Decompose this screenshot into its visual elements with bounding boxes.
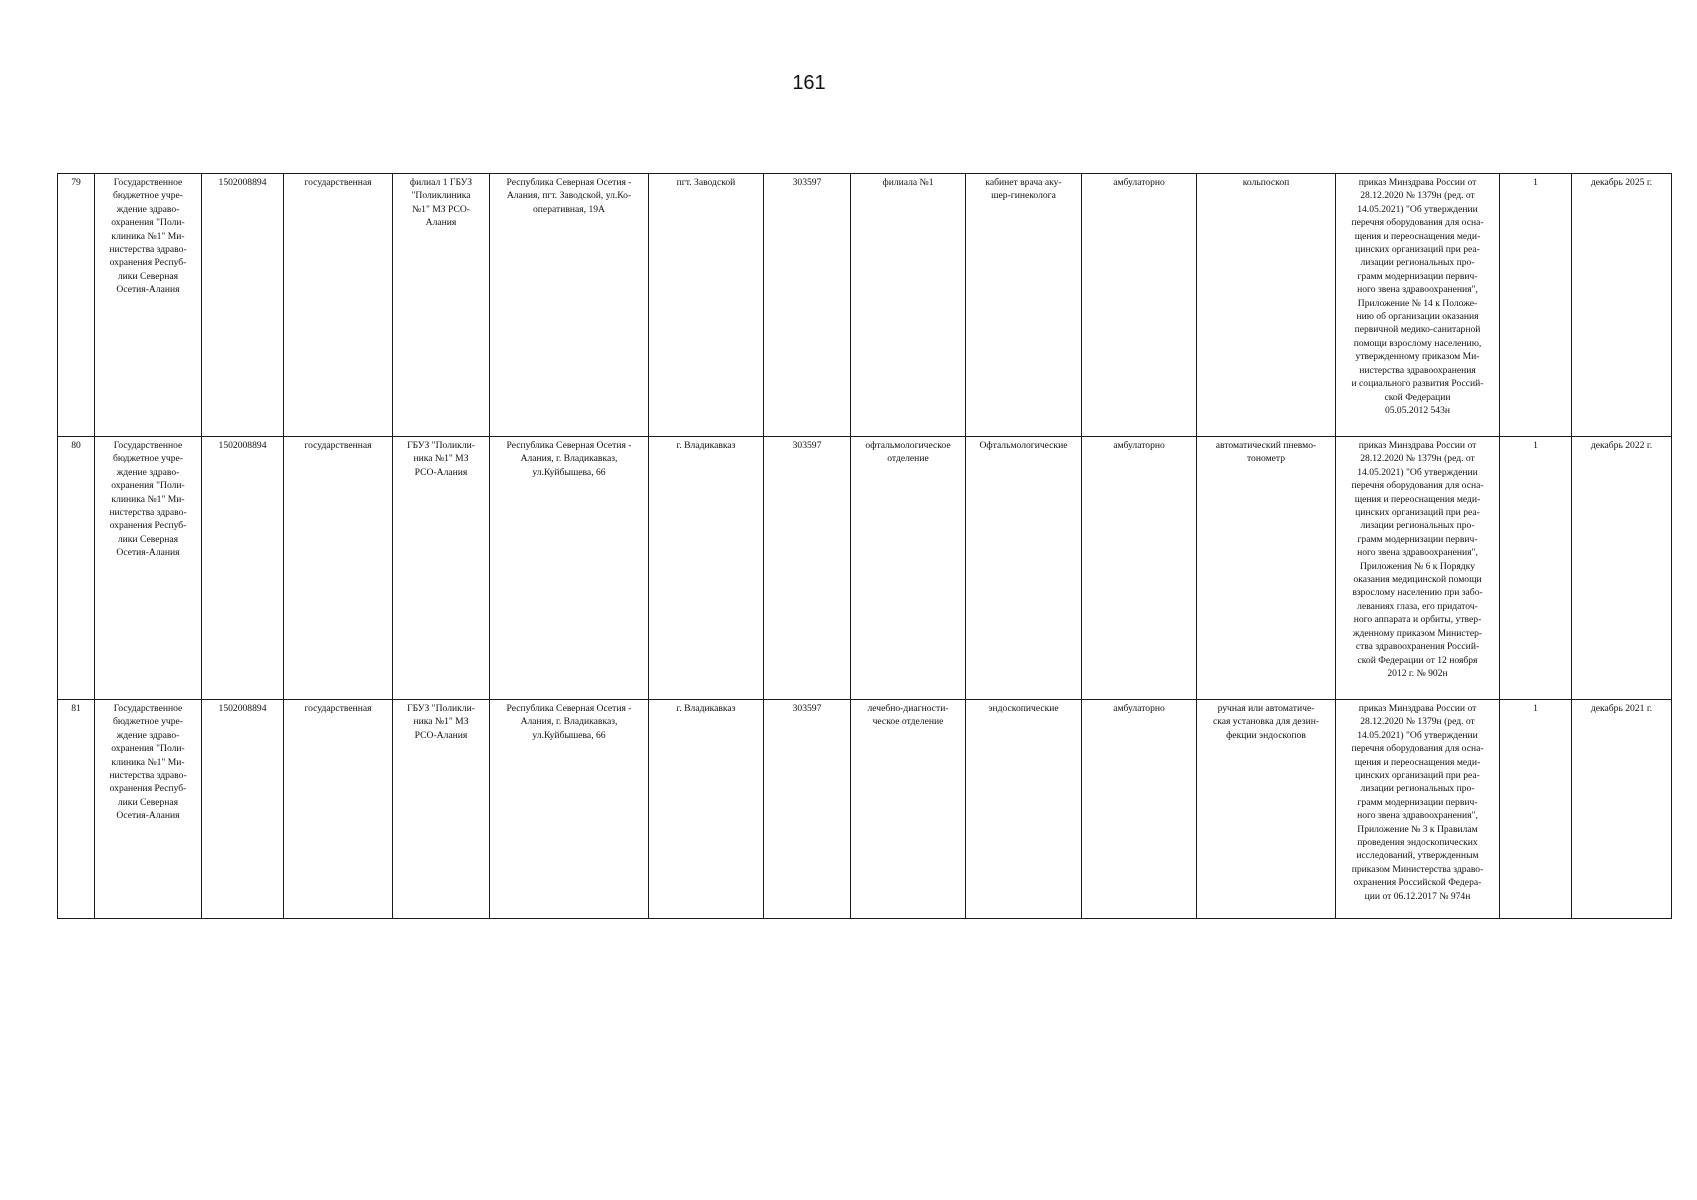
legal-basis-cell: приказ Минздрава России от 28.12.2020 № 1379н (ред. от 14.05.2021) "Об утверждении перечня оборудования для осна- щения и переоснащения меди- цинских организаций при реа- лизации региональных про- грамм модернизации первич- ного звена здравоохранения", Приложения № 6 к Порядку оказания медицинской помощи взрослому населению при забо- леваниях глаза, его придаточ- ного аппарата и орбиты, утвер- жденному приказом Министер- ства здравоохранения Россий- ской Федерации от 12 ноября 2012 г. № 902н <box>1336 437 1500 700</box>
row-number-cell: 80 <box>58 437 95 700</box>
unit-cell: филиал 1 ГБУЗ "Поликлиника №1" МЗ РСО- Алания <box>393 174 490 437</box>
address-cell: Республика Северная Осетия - Алания, г. Владикавказ, ул.Куйбышева, 66 <box>490 700 649 919</box>
address-cell: Республика Северная Осетия - Алания, пгт. Заводской, ул.Ко- оперативная, 19А <box>490 174 649 437</box>
page-number: 161 <box>792 72 826 94</box>
inn-cell: 1502008894 <box>202 700 284 919</box>
organization-cell: Государственное бюджетное учре- ждение здраво- охранения "Поли- клиника №1" Ми- нистерства здраво- охранения Респуб- лики Северная Осетия-Алания <box>95 437 202 700</box>
unit-cell: ГБУЗ "Поликли- ника №1" МЗ РСО-Алания <box>393 700 490 919</box>
locality-cell: пгт. Заводской <box>649 174 764 437</box>
code-cell: 303597 <box>764 437 851 700</box>
organization-cell: Государственное бюджетное учре- ждение здраво- охранения "Поли- клиника №1" Ми- нистерства здраво- охранения Респуб- лики Северная Осетия-Алания <box>95 700 202 919</box>
room-cell: кабинет врача аку- шер-гинеколога <box>966 174 1082 437</box>
equipment-cell: ручная или автоматиче- ская установка для дезин- фекции эндоскопов <box>1197 700 1336 919</box>
unit-cell: ГБУЗ "Поликли- ника №1" МЗ РСО-Алания <box>393 437 490 700</box>
room-cell: эндоскопические <box>966 700 1082 919</box>
equipment-registry-table <box>57 173 1672 919</box>
legal-basis-cell: приказ Минздрава России от 28.12.2020 № 1379н (ред. от 14.05.2021) "Об утверждении перечня оборудования для осна- щения и переоснащения меди- цинских организаций при реа- лизации региональных про- грамм модернизации первич- ного звена здравоохранения", Приложение № 3 к Правилам проведения эндоскопических исследований, утвержденным приказом Министерства здраво- охранения Российской Федера- ции от 06.12.2017 № 974н <box>1336 700 1500 919</box>
deadline-cell: декабрь 2021 г. <box>1572 700 1672 919</box>
code-cell: 303597 <box>764 174 851 437</box>
room-cell: Офтальмологические <box>966 437 1082 700</box>
locality-cell: г. Владикавказ <box>649 437 764 700</box>
department-cell: офтальмологическое отделение <box>851 437 966 700</box>
organization-cell: Государственное бюджетное учре- ждение здраво- охранения "Поли- клиника №1" Ми- нистерства здраво- охранения Респуб- лики Северная Осетия-Алания <box>95 174 202 437</box>
locality-cell: г. Владикавказ <box>649 700 764 919</box>
inn-cell: 1502008894 <box>202 437 284 700</box>
inn-cell: 1502008894 <box>202 174 284 437</box>
ownership-cell: государственная <box>284 437 393 700</box>
address-cell: Республика Северная Осетия - Алания, г. Владикавказ, ул.Куйбышева, 66 <box>490 437 649 700</box>
deadline-cell: декабрь 2022 г. <box>1572 437 1672 700</box>
table-row <box>58 437 1672 700</box>
deadline-cell: декабрь 2025 г. <box>1572 174 1672 437</box>
table-row <box>58 174 1672 437</box>
code-cell: 303597 <box>764 700 851 919</box>
equipment-cell: кольпоскоп <box>1197 174 1336 437</box>
department-cell: филиала №1 <box>851 174 966 437</box>
quantity-cell: 1 <box>1500 174 1572 437</box>
quantity-cell: 1 <box>1500 437 1572 700</box>
care-type-cell: амбулаторно <box>1082 437 1197 700</box>
row-number-cell: 81 <box>58 700 95 919</box>
care-type-cell: амбулаторно <box>1082 174 1197 437</box>
department-cell: лечебно-диагности- ческое отделение <box>851 700 966 919</box>
ownership-cell: государственная <box>284 174 393 437</box>
table-row <box>58 700 1672 919</box>
care-type-cell: амбулаторно <box>1082 700 1197 919</box>
equipment-cell: автоматический пневмо- тонометр <box>1197 437 1336 700</box>
quantity-cell: 1 <box>1500 700 1572 919</box>
row-number-cell: 79 <box>58 174 95 437</box>
legal-basis-cell: приказ Минздрава России от 28.12.2020 № 1379н (ред. от 14.05.2021) "Об утверждении перечня оборудования для осна- щения и переоснащения меди- цинских организаций при реа- лизации региональных про- грамм модернизации первич- ного звена здравоохранения", Приложение № 14 к Положе- нию об организации оказания первичной медико-санитарной помощи взрослому населению, утвержденному приказом Ми- нистерства здравоохранения и социального развития Россий- ской Федерации 05.05.2012 543н <box>1336 174 1500 437</box>
ownership-cell: государственная <box>284 700 393 919</box>
